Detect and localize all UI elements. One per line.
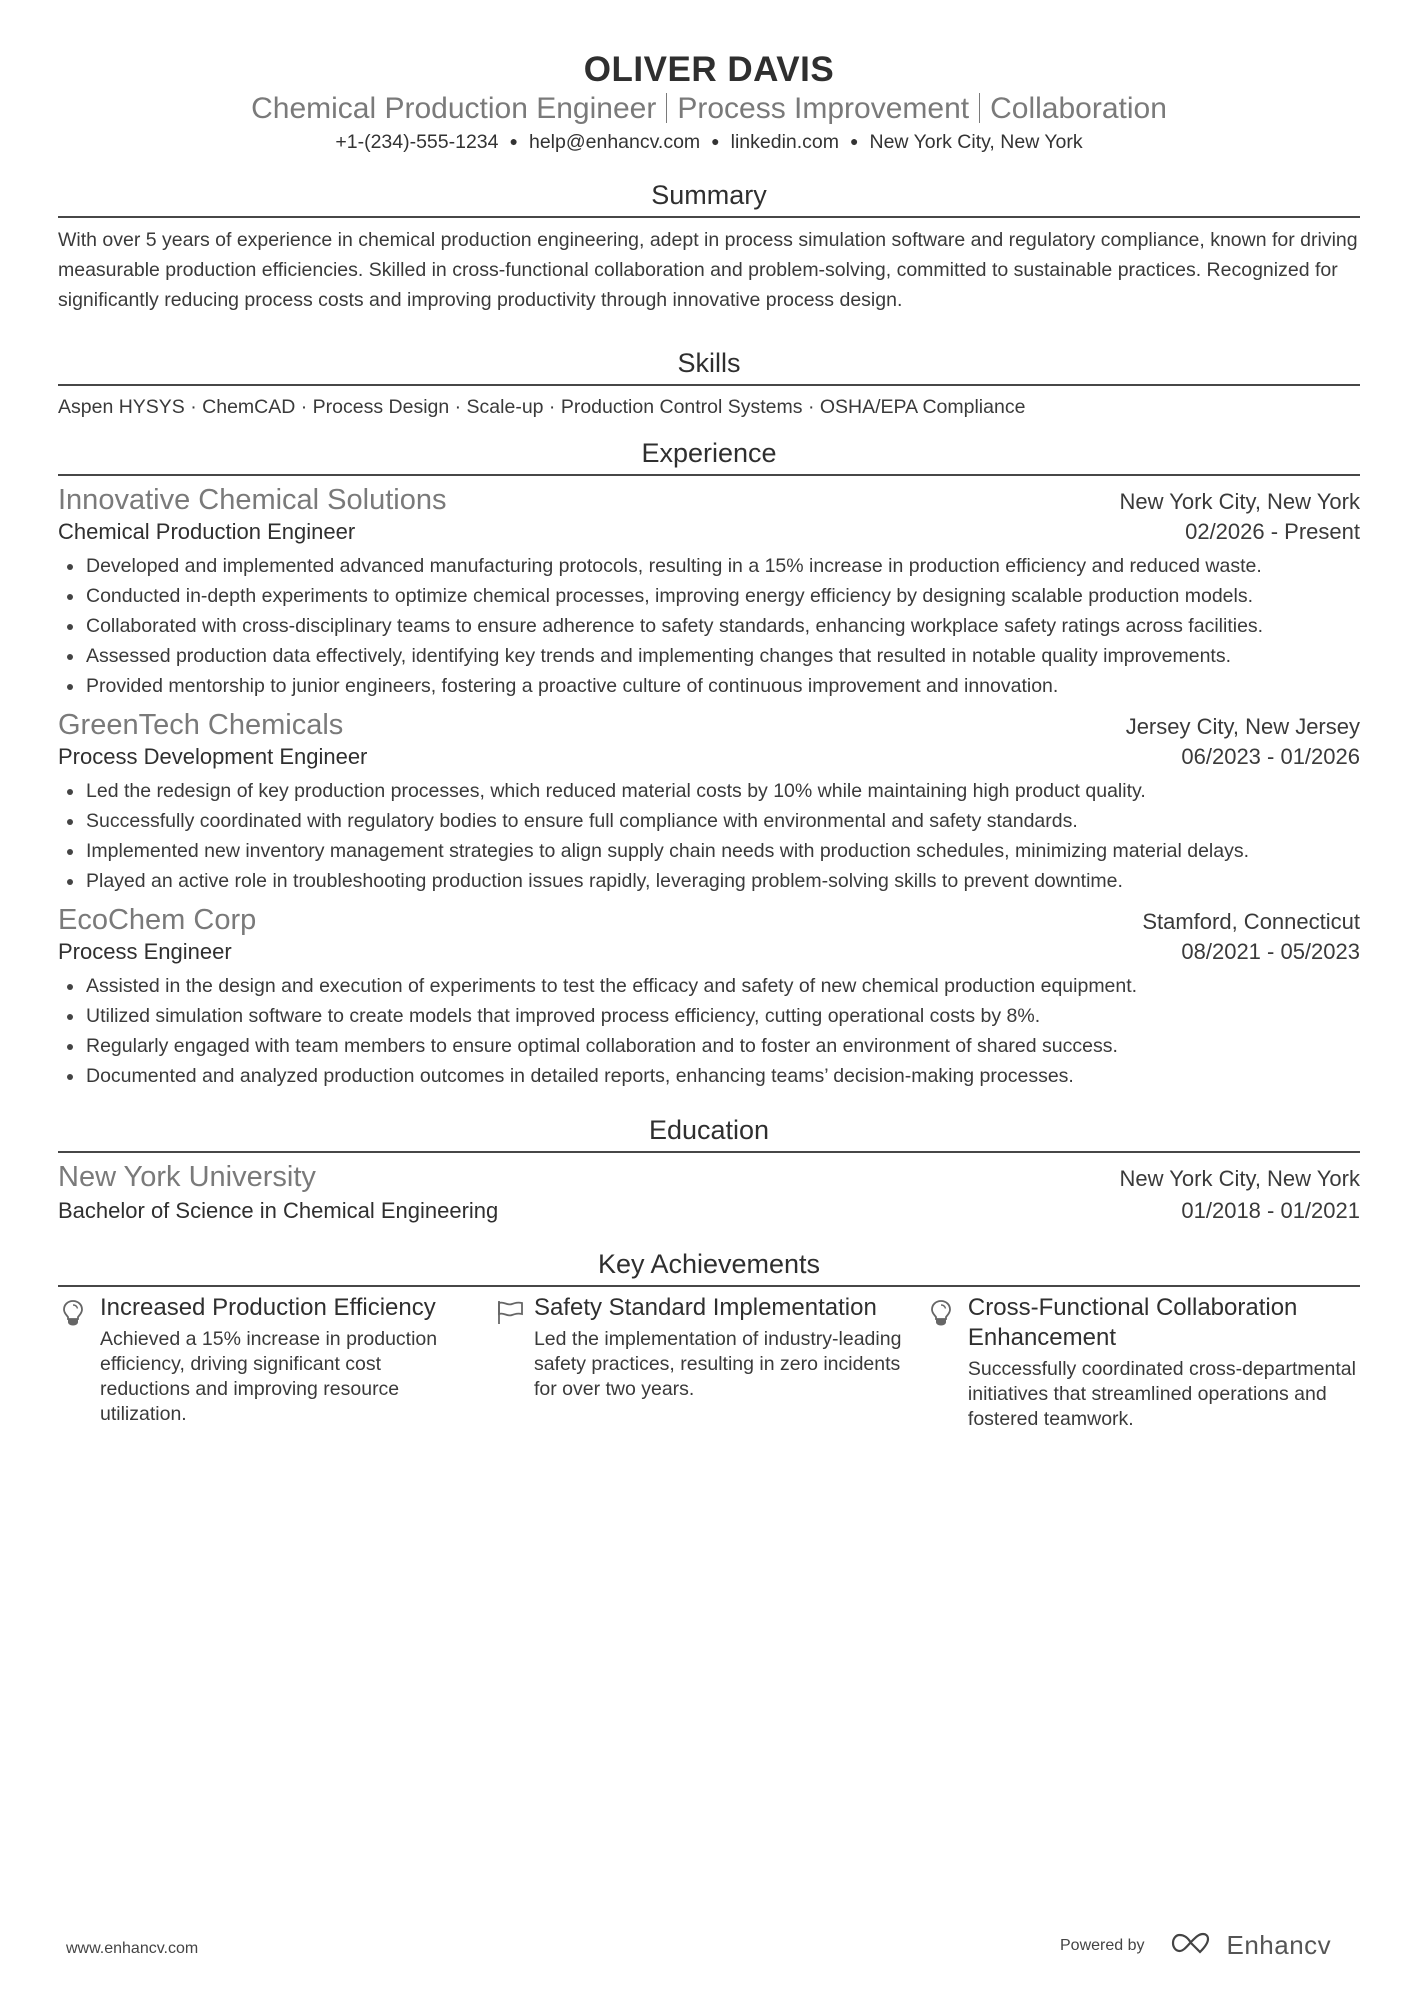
job-bullet: Provided mentorship to junior engineers, fostering a proactive culture of continuous improvement and innovation.	[58, 671, 1360, 701]
location: New York City, New York	[869, 131, 1083, 153]
job-bullet: Assisted in the design and execution of experiments to test the efficacy and safety of new chemical production equipment.	[58, 971, 1360, 1001]
job-dates: 06/2023 - 01/2026	[1181, 744, 1360, 769]
contact-info	[58, 127, 1360, 156]
achievement-description: Successfully coordinated cross-departmental initiatives that streamlined operations and fostered teamwork.	[967, 1358, 1356, 1430]
brand-name: Enhancv	[1226, 1930, 1332, 1960]
powered-by-label: Powered by	[1060, 1936, 1145, 1954]
experience-entry	[58, 707, 1360, 896]
degree: Bachelor of Science in Chemical Engineering	[58, 1198, 499, 1223]
job-bullet: Conducted in-depth experiments to optimize chemical processes, improving energy efficiency by designing scalable production models.	[58, 581, 1360, 611]
headline-divider	[666, 93, 667, 123]
company-name: EcoChem Corp	[58, 904, 257, 936]
headline-item: Chemical Production Engineer	[251, 92, 657, 125]
achievement-item	[926, 1293, 1360, 1432]
headline-item: Collaboration	[990, 92, 1167, 125]
job-title: Chemical Production Engineer	[58, 519, 356, 544]
job-bullet: Played an active role in troubleshooting production issues rapidly, leveraging problem-solving skills to prevent downtime.	[58, 866, 1360, 896]
section-title-achievements: Key Achievements	[58, 1247, 1360, 1287]
section-title-skills: Skills	[58, 346, 1360, 386]
job-bullet: Implemented new inventory management strategies to align supply chain needs with production schedules, minimizing material delays.	[58, 836, 1360, 866]
job-location: Stamford, Connecticut	[1142, 909, 1360, 934]
job-bullets	[58, 971, 1360, 1091]
job-bullets	[58, 776, 1360, 896]
company-name: GreenTech Chemicals	[58, 709, 344, 741]
achievement-title: Safety Standard Implementation	[533, 1294, 877, 1321]
headline	[58, 91, 1360, 127]
achievements-grid	[58, 1293, 1360, 1432]
job-bullet: Collaborated with cross-disciplinary teams to ensure adherence to safety standards, enhancing workplace safety ratings across facilities.	[58, 611, 1360, 641]
experience-entry	[58, 482, 1360, 701]
flag-icon	[492, 1293, 534, 1432]
company-name: Innovative Chemical Solutions	[58, 484, 447, 516]
job-title: Process Engineer	[58, 939, 232, 964]
job-bullets	[58, 551, 1360, 701]
achievement-title: Cross-Functional Collaboration Enhancement	[967, 1294, 1298, 1351]
job-bullet: Assessed production data effectively, identifying key trends and implementing changes that resulted in notable quality improvements.	[58, 641, 1360, 671]
job-bullet: Led the redesign of key production processes, which reduced material costs by 10% while maintaining high product quality.	[58, 776, 1360, 806]
footer-website-link[interactable]: www.enhancv.com	[66, 1940, 199, 1957]
resume-header	[58, 46, 1360, 156]
job-title: Process Development Engineer	[58, 744, 368, 769]
bullet-separator: ●	[711, 133, 720, 149]
achievement-description: Led the implementation of industry-leading safety practices, resulting in zero incidents for over two years.	[533, 1328, 902, 1400]
skills-list: Aspen HYSYS · ChemCAD · Process Design · Scale-up · Production Control Systems · OSHA/EPA Compliance	[58, 396, 1026, 418]
headline-divider	[979, 93, 980, 123]
email-link[interactable]: help@enhancv.com	[528, 131, 701, 153]
bullet-separator: ●	[509, 133, 518, 149]
summary-text: With over 5 years of experience in chemical production engineering, adept in process simulation software and regulatory compliance, known for driving measurable production efficiencies. Skilled in cross-functional collaboration and problem-solving, committed to sustainable practices. Recognized for significantly reducing process costs and improving productivity through innovative process design.	[58, 229, 1358, 311]
job-bullet: Regularly engaged with team members to ensure optimal collaboration and to foster an environment of shared success.	[58, 1031, 1360, 1061]
education-dates: 01/2018 - 01/2021	[1181, 1198, 1360, 1223]
section-title-education: Education	[58, 1113, 1360, 1153]
headline-item: Process Improvement	[677, 92, 970, 125]
job-location: New York City, New York	[1119, 489, 1360, 514]
achievement-description: Achieved a 15% increase in production efficiency, driving significant cost reductions and improving resource utilization.	[100, 1328, 438, 1425]
lightbulb-icon	[58, 1293, 100, 1432]
candidate-name: OLIVER DAVIS	[583, 50, 835, 89]
job-bullet: Successfully coordinated with regulatory bodies to ensure full compliance with environmental and safety standards.	[58, 806, 1360, 836]
job-dates: 08/2021 - 05/2023	[1181, 939, 1360, 964]
job-bullet: Documented and analyzed production outcomes in detailed reports, enhancing teams’ decision-making processes.	[58, 1061, 1360, 1091]
experience-entry	[58, 902, 1360, 1091]
school-location: New York City, New York	[1119, 1166, 1360, 1191]
achievement-item	[58, 1293, 492, 1432]
footer-branding[interactable]	[1060, 1930, 1331, 1961]
section-title-summary: Summary	[58, 178, 1360, 218]
job-location: Jersey City, New Jersey	[1125, 714, 1360, 739]
job-bullet: Developed and implemented advanced manufacturing protocols, resulting in a 15% increase in production efficiency and reduced waste.	[58, 551, 1360, 581]
achievement-title: Increased Production Efficiency	[100, 1294, 436, 1321]
job-bullet: Utilized simulation software to create models that improved process efficiency, cutting operational costs by 8%.	[58, 1001, 1360, 1031]
school-name: New York University	[58, 1161, 316, 1193]
bullet-separator: ●	[850, 133, 859, 149]
job-dates: 02/2026 - Present	[1185, 519, 1360, 544]
resume-page	[58, 46, 1360, 1432]
lightbulb-icon	[926, 1293, 968, 1432]
linkedin-link[interactable]: linkedin.com	[730, 131, 840, 153]
phone[interactable]: +1-(234)-555-1234	[335, 131, 499, 153]
enhancv-logo-icon	[1171, 1931, 1217, 1960]
section-title-experience: Experience	[58, 436, 1360, 476]
achievement-item	[492, 1293, 926, 1432]
education-entry	[58, 1159, 1360, 1229]
